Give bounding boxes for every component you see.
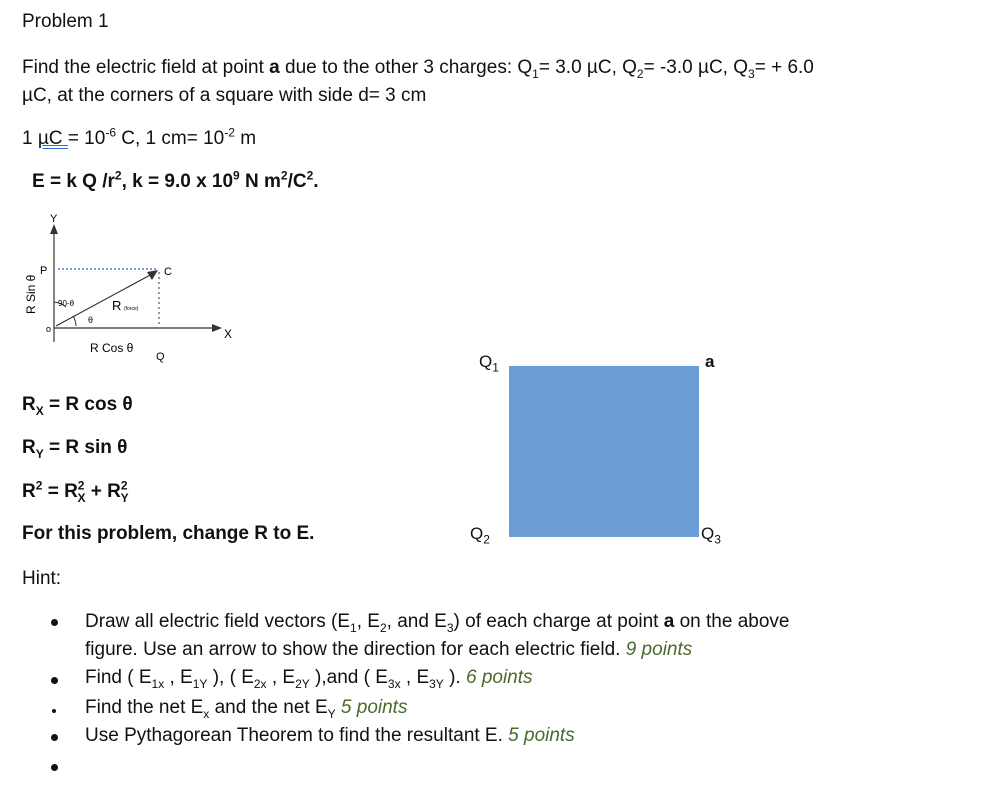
units-text: 1 bbox=[22, 128, 38, 149]
problem-statement-line1 bbox=[22, 57, 814, 79]
hint-text: ),and ( E bbox=[309, 667, 388, 688]
subscript: X bbox=[77, 490, 86, 505]
change-r-to-e-note: For this problem, change R to E. bbox=[22, 523, 315, 544]
x-label: X bbox=[224, 327, 233, 341]
point-a-label: a bbox=[663, 611, 675, 632]
hint-text: and the net E bbox=[209, 697, 328, 718]
hint-4 bbox=[85, 725, 575, 747]
label-text: Q bbox=[479, 352, 493, 371]
page-title: Problem 1 bbox=[22, 11, 109, 32]
units-text: C, 1 cm= 10 bbox=[116, 128, 225, 149]
eq-text: + R bbox=[85, 481, 121, 502]
subscript: x bbox=[203, 706, 210, 721]
eq-text: = R bbox=[42, 481, 78, 502]
microcoulomb-link: µC bbox=[37, 128, 68, 149]
exponent: 2 bbox=[306, 168, 314, 183]
points-value: 6 points bbox=[460, 667, 533, 688]
hint-3 bbox=[85, 697, 407, 719]
exponent: 9 bbox=[233, 168, 240, 183]
subscript: Y bbox=[327, 706, 336, 721]
hint-text: , E bbox=[164, 667, 193, 688]
y-label: Y bbox=[50, 213, 58, 225]
points-value: 5 points bbox=[335, 697, 408, 718]
points-value: 5 points bbox=[502, 725, 575, 746]
r-label: R bbox=[112, 298, 122, 313]
statement-text: due to the other 3 charges: Q bbox=[279, 57, 533, 78]
p-label: P bbox=[40, 265, 48, 277]
eq-text: R bbox=[22, 437, 36, 458]
points-value: 9 points bbox=[620, 639, 693, 660]
subscript: 1 bbox=[350, 620, 357, 635]
eq-text: R bbox=[22, 394, 36, 415]
formula-text: N m bbox=[239, 171, 281, 192]
exponent: 2 bbox=[280, 168, 288, 183]
hint-2 bbox=[85, 667, 533, 689]
theta-label: θ bbox=[88, 315, 94, 325]
hint-text: on the above bbox=[674, 611, 790, 632]
c-label: C bbox=[164, 266, 172, 278]
point-a-figure-label: a bbox=[705, 352, 715, 371]
statement-text: = + 6.0 bbox=[754, 57, 814, 78]
bullet-icon bbox=[51, 619, 58, 626]
problem-statement-line2: µC, at the corners of a square with side d= 3 cm bbox=[22, 85, 427, 106]
formula-text: , k = 9.0 x 10 bbox=[121, 171, 234, 192]
theta-arc bbox=[73, 316, 76, 326]
q3-label bbox=[701, 524, 721, 547]
hint-text: figure. Use an arrow to show the direction for each electric field. bbox=[85, 639, 621, 660]
origin-label: o bbox=[46, 324, 52, 334]
rsin-label: R Sin θ bbox=[24, 274, 38, 314]
hint-label: Hint: bbox=[22, 568, 62, 589]
eq-text: = R cos θ bbox=[43, 394, 133, 415]
subscript: 3 bbox=[714, 532, 721, 547]
subscript: 1 bbox=[532, 66, 539, 81]
subscript: Y bbox=[35, 446, 44, 461]
hint-text: ). bbox=[443, 667, 461, 688]
subscript: 3x bbox=[387, 676, 401, 691]
exponent: 2 bbox=[114, 168, 122, 183]
q1-label bbox=[479, 352, 499, 375]
point-a-label: a bbox=[269, 57, 280, 78]
exponent: -6 bbox=[105, 125, 116, 140]
exponent: 2 bbox=[77, 478, 85, 493]
bullet-icon bbox=[51, 764, 58, 771]
subscript: 1Y bbox=[192, 676, 208, 691]
hint-text: , E bbox=[356, 611, 380, 632]
subscript: 1 bbox=[492, 360, 499, 375]
vector-components-diagram bbox=[18, 212, 248, 372]
x-axis-arrow bbox=[212, 324, 222, 332]
hint-text: , and E bbox=[386, 611, 447, 632]
subscript: X bbox=[35, 403, 44, 418]
subscript: 3 bbox=[446, 620, 454, 635]
hint-1-line1 bbox=[85, 611, 789, 633]
formula-text: E = k Q /r bbox=[32, 171, 115, 192]
hint-text: Draw all electric field vectors (E bbox=[85, 611, 351, 632]
unit-conversions bbox=[22, 125, 257, 150]
bullet-icon bbox=[52, 709, 56, 713]
r-squared-equation bbox=[22, 478, 129, 505]
complement-angle-label: 90-θ bbox=[58, 299, 75, 308]
charge-square bbox=[509, 366, 699, 537]
subscript: 3Y bbox=[429, 676, 444, 691]
exponent: 2 bbox=[120, 478, 128, 493]
formula-text: /C bbox=[287, 171, 307, 192]
hint-text: ), ( E bbox=[207, 667, 254, 688]
units-text: m bbox=[234, 128, 257, 149]
r-vector-arrow bbox=[147, 270, 158, 280]
hint-text: , E bbox=[400, 667, 430, 688]
y-axis-arrow bbox=[50, 224, 58, 234]
q-label: Q bbox=[156, 351, 165, 363]
rx-equation bbox=[22, 394, 133, 416]
eq-text: = R sin θ bbox=[43, 437, 128, 458]
subscript: 2 bbox=[636, 66, 644, 81]
hint-text: Find the net E bbox=[85, 697, 204, 718]
subscript: 2x bbox=[253, 676, 267, 691]
hint-text: , E bbox=[266, 667, 296, 688]
bullet-icon bbox=[51, 734, 58, 741]
units-text: = 10 bbox=[67, 128, 106, 149]
exponent: 2 bbox=[35, 478, 43, 493]
ry-equation bbox=[22, 437, 127, 459]
subscript: 2Y bbox=[295, 676, 310, 691]
coulomb-formula bbox=[32, 168, 319, 193]
force-label: (force) bbox=[124, 306, 139, 312]
subscript: 1x bbox=[151, 676, 165, 691]
subscript: 3 bbox=[748, 66, 755, 81]
label-text: Q bbox=[470, 524, 484, 543]
bullet-icon bbox=[51, 677, 58, 684]
exponent: -2 bbox=[224, 125, 235, 140]
rcos-label: R Cos θ bbox=[90, 341, 134, 355]
hint-text: Use Pythagorean Theorem to find the resultant E. bbox=[85, 725, 503, 746]
statement-text: Find the electric field at point bbox=[22, 57, 270, 78]
q2-label bbox=[470, 524, 490, 547]
hint-text: Find ( E bbox=[85, 667, 152, 688]
subscript: 2 bbox=[483, 532, 490, 547]
statement-text: = 3.0 µC, Q bbox=[538, 57, 637, 78]
subscript: Y bbox=[120, 490, 129, 505]
label-text: Q bbox=[701, 524, 715, 543]
formula-text: . bbox=[313, 171, 319, 192]
hint-1-line2 bbox=[85, 639, 692, 661]
statement-text: = -3.0 µC, Q bbox=[643, 57, 749, 78]
subscript: 2 bbox=[379, 620, 387, 635]
eq-text: R bbox=[22, 481, 36, 502]
hint-text: ) of each charge at point bbox=[453, 611, 664, 632]
